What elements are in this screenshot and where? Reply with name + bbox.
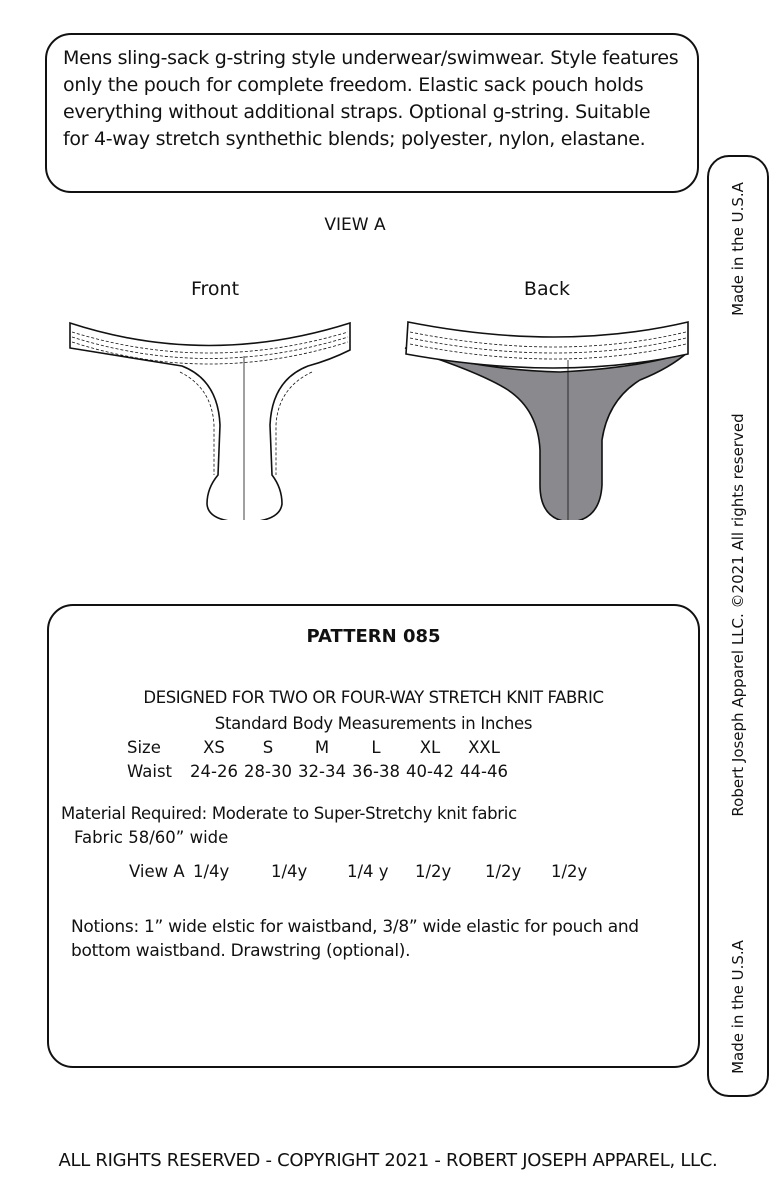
size-cell: XXL [468,738,500,757]
waist-cell: 40-42 [406,762,454,781]
side-strip [707,155,769,1097]
yardage-cell: 1/2y [551,862,588,881]
back-label: Back [523,278,571,300]
size-cell: XL [419,738,441,757]
waist-label: Waist [127,762,173,781]
view-a-label: View A [129,862,185,881]
description-box [45,33,699,193]
description-text: Mens sling-sack g-string style underwear/swimwear. Style features only the pouch for complete freedom. Elastic sack pouch holds everything without additional straps. Optional g-string. Suitable for 4-way stretch synthethic blends; polyester, nylon, elastane. [63,47,679,150]
waist-row [127,762,511,781]
side-strip-bottom: Made in the U.S.A [729,940,747,1074]
back-garment-drawing [405,322,688,520]
view-a-yardage-row [129,862,611,881]
waist-cell: 24-26 [190,762,238,781]
yardage-cell: 1/4y [271,862,308,881]
material-required: Material Required: Moderate to Super-Stretchy knit fabric [61,804,517,823]
size-cell: M [314,738,330,757]
waist-cell: 28-30 [244,762,292,781]
size-row [127,738,511,757]
garment-illustration [60,310,700,520]
waist-cell: 32-34 [298,762,346,781]
yardage-cell: 1/2y [485,862,522,881]
footer-copyright: ALL RIGHTS RESERVED - COPYRIGHT 2021 - ROBERT JOSEPH APPAREL, LLC. [58,1150,718,1171]
front-label: Front [190,278,240,300]
measurements-heading: Standard Body Measurements in Inches [214,714,533,733]
size-cell: L [371,738,381,757]
yardage-cell: 1/2y [415,862,452,881]
pattern-info-box [47,604,700,1068]
waist-cell: 36-38 [352,762,400,781]
yardage-cell: 1/4 y [347,862,389,881]
notions-text: Notions: 1” wide elstic for waistband, 3/8” wide elastic for pouch and bottom waistband. Drawstring (optional). [71,917,639,961]
yardage-cell: 1/4y [193,862,230,881]
size-label: Size [127,738,161,757]
size-cell: XS [203,738,225,757]
view-title: VIEW A [324,215,386,235]
front-garment-drawing [70,323,350,520]
side-strip-top: Made in the U.S.A [729,182,747,316]
pattern-title: PATTERN 085 [306,626,441,647]
waist-cell: 44-46 [460,762,508,781]
designed-for-text: DESIGNED FOR TWO OR FOUR-WAY STRETCH KNIT FABRIC [143,688,604,707]
side-strip-copyright: Robert Joseph Apparel LLC. ©2021 All rights reserved [729,413,747,817]
size-cell: S [262,738,274,757]
fabric-width: Fabric 58/60” wide [74,828,229,847]
